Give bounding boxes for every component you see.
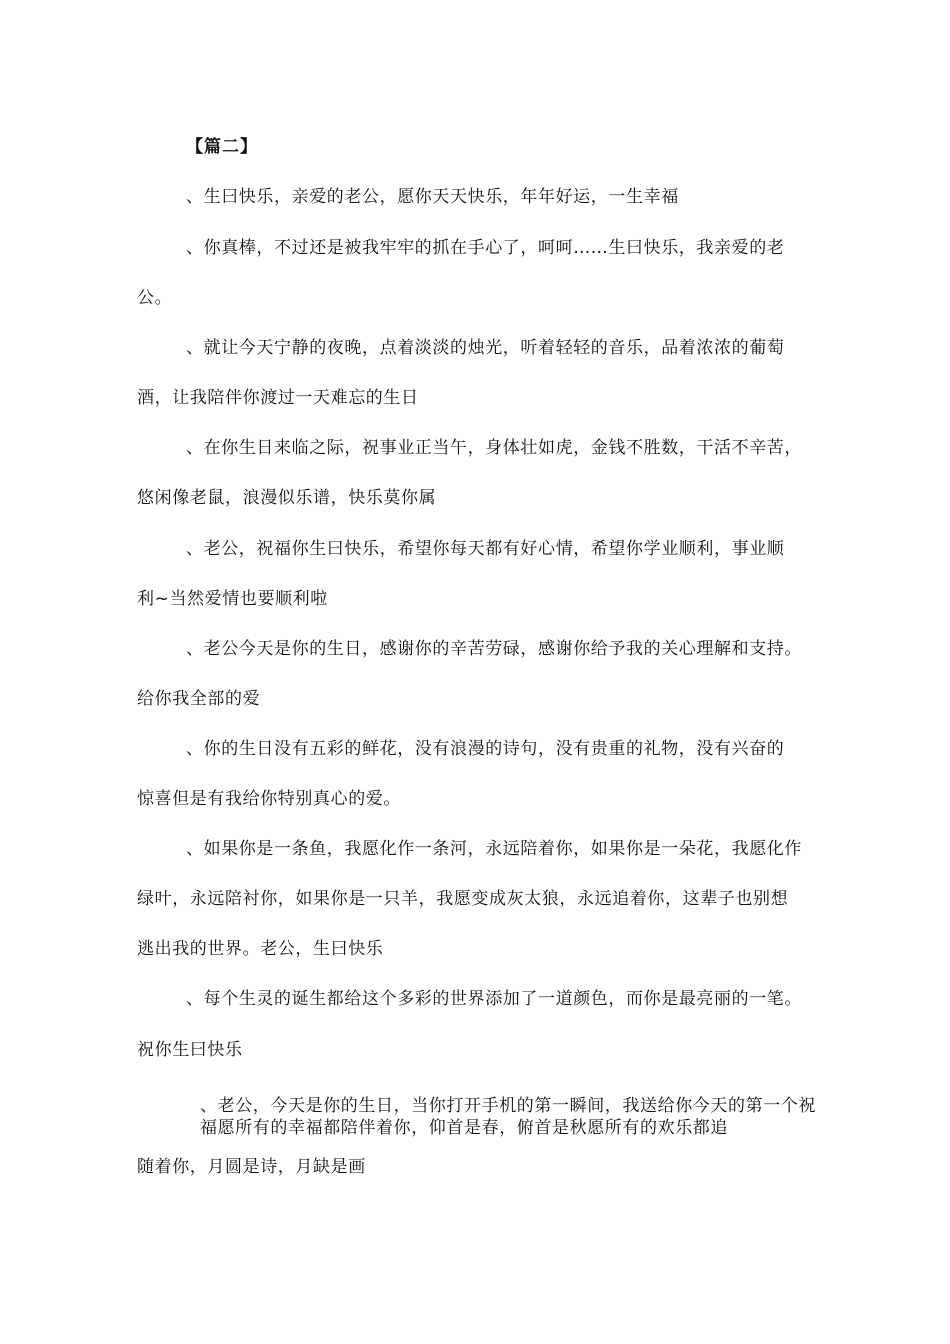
paragraph-line: 、在你生日来临之际，祝事业正当午，身体壮如虎，金钱不胜数，干活不辛苦， bbox=[186, 438, 802, 458]
paragraph-line: 惊喜但是有我给你特别真心的爱。 bbox=[137, 789, 401, 809]
paragraph-line: 酒，让我陪伴你渡过一天难忘的生日 bbox=[137, 388, 419, 408]
paragraph-line: 、老公，祝福你生曰快乐，希望你每天都有好心情，希望你学业顺利，事业顺 bbox=[186, 539, 785, 559]
paragraph-line: 利~当然爱情也要顺利啦 bbox=[137, 589, 328, 609]
paragraph-line: 、老公今天是你的生日，感谢你的辛苦劳碌，感谢你给予我的关心理解和支持。 bbox=[186, 639, 802, 659]
paragraph-line: 公。 bbox=[137, 288, 173, 308]
paragraph-line: 、生曰快乐，亲爱的老公，愿你天天快乐，年年好运，一生幸福 bbox=[186, 187, 679, 207]
paragraph-line: 祝你生曰快乐 bbox=[137, 1040, 243, 1060]
paragraph-line: 、你真棒，不过还是被我牢牢的抓在手心了，呵呵……生曰快乐，我亲爱的老 bbox=[186, 238, 785, 258]
paragraph-line: 、你的生日没有五彩的鲜花，没有浪漫的诗句，没有贵重的礼物，没有兴奋的 bbox=[186, 739, 785, 759]
paragraph-line: 福愿所有的幸福都陪伴着你，仰首是春，俯首是秋愿所有的欢乐都追 bbox=[200, 1118, 728, 1138]
paragraph-line: 给你我全部的爱 bbox=[137, 689, 261, 709]
paragraph-line: 逃出我的世界。老公，生曰快乐 bbox=[137, 939, 384, 959]
paragraph-line: 、就让今天宁静的夜晚，点着淡淡的烛光，听着轻轻的音乐，品着浓浓的葡萄 bbox=[186, 338, 785, 358]
paragraph-line: 、老公，今天是你的生日，当你打开手机的第一瞬间，我送给你今天的第一个祝 bbox=[200, 1096, 816, 1116]
paragraph-line: 、每个生灵的诞生都给这个多彩的世界添加了一道颜色，而你是最亮丽的一笔。 bbox=[186, 989, 802, 1009]
paragraph-line: 悠闲像老鼠，浪漫似乐谱，快乐莫你属 bbox=[137, 488, 437, 508]
paragraph-line: 随着你，月圆是诗，月缺是画 bbox=[137, 1157, 366, 1177]
paragraph-line: 、如果你是一条鱼，我愿化作一条河，永远陪着你，如果你是一朵花，我愿化作 bbox=[186, 839, 802, 859]
section-title: 【篇二】 bbox=[186, 137, 258, 157]
paragraph-line: 绿叶，永远陪衬你，如果你是一只羊，我愿变成灰太狼，永远追着你，这辈子也别想 bbox=[137, 889, 789, 909]
